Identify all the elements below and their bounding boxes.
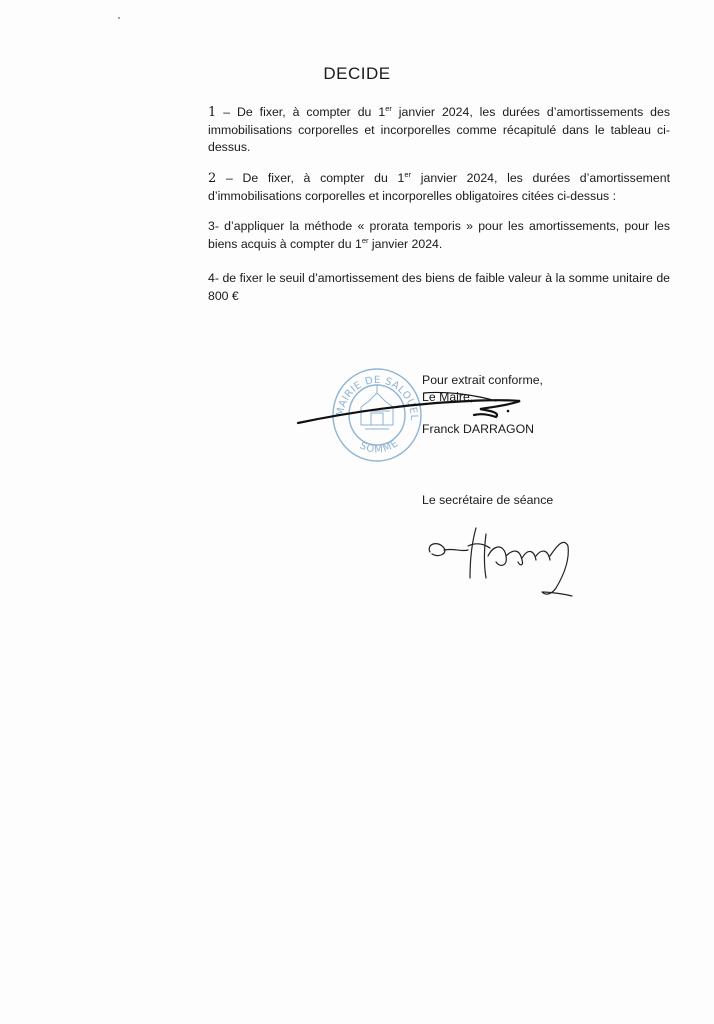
scan-speck bbox=[118, 17, 120, 19]
secretary-signature bbox=[424, 522, 584, 600]
mayor-name: Franck DARRAGON bbox=[422, 422, 535, 436]
decision-item-2 bbox=[208, 170, 670, 205]
item-text: – De fixer, à compter du 1 bbox=[216, 171, 405, 185]
item-text: 3- d’appliquer la méthode « prorata temporis » pour les amortissements, pour les biens acquis à compter du 1 bbox=[208, 219, 670, 251]
decision-item-3 bbox=[208, 218, 670, 253]
item-text: – De fixer, à compter du 1 bbox=[216, 105, 386, 119]
secretary-label: Le secrétaire de séance bbox=[422, 493, 554, 507]
item-number: 1 bbox=[208, 105, 217, 120]
signature-line-2: Le Maire, bbox=[422, 390, 474, 404]
item-text: janvier 2024, les durées d’amortissements des immobilisations corporelles et incorporelles comme récapitulé dans le tableau ci-dessus. bbox=[208, 105, 671, 154]
item-number: 2 bbox=[208, 171, 217, 186]
item-text: janvier 2024, les durées d’amortissement d’immobilisations corporelles et incorporelles obligatoires citées ci-dessus : bbox=[208, 171, 671, 203]
item-text: janvier 2024. bbox=[368, 236, 443, 251]
decision-item-1 bbox=[208, 104, 670, 157]
superscript: er bbox=[385, 104, 392, 113]
svg-text:SOMME: SOMME bbox=[357, 437, 402, 456]
superscript: er bbox=[361, 235, 369, 245]
signature-line-1: Pour extrait conforme, bbox=[422, 373, 543, 387]
mayor-signature bbox=[296, 385, 526, 430]
decision-item-4: 4- de fixer le seuil d’amortissement des biens de faible valeur à la somme unitaire de 800 € bbox=[208, 271, 670, 303]
svg-text:MAIRIE DE SALOUEL: MAIRIE DE SALOUEL bbox=[334, 374, 420, 421]
superscript: er bbox=[404, 170, 412, 179]
page-title: DECIDE bbox=[323, 64, 391, 83]
